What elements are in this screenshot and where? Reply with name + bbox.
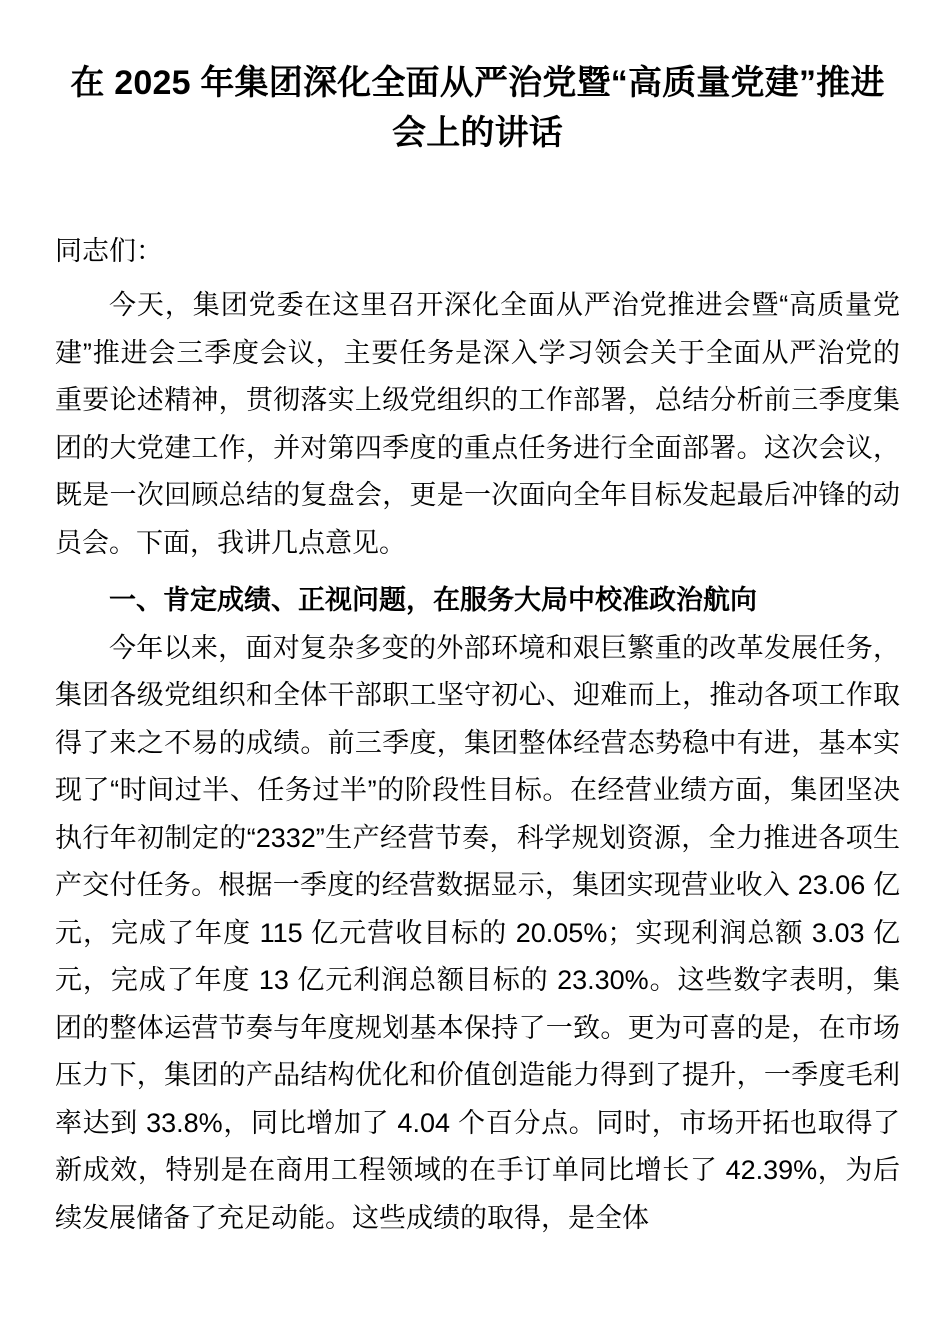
page-title: 在 2025 年集团深化全面从严治党暨“高质量党建”推进会上的讲话 [70, 64, 885, 152]
document-body [55, 0, 900, 1242]
paragraph-intro: 今天，集团党委在这里召开深化全面从严治党推进会暨“高质量党建”推进会三季度会议，主要任务是深入学习领会关于全面从严治党的重要论述精神，贯彻落实上级党组织的工作部署，总结分析前三季度集团的大党建工作，并对第四季度的重点任务进行全面部署。这次会议，既是一次回顾总结的复盘会，更是一次面向全年目标发起最后冲锋的动员会。下面，我讲几点意见。 [55, 290, 900, 558]
salutation: 同志们： [55, 236, 163, 266]
section-heading-one: 一、肯定成绩、正视问题，在服务大局中校准政治航向 [109, 585, 757, 615]
paragraph-section-one-body: 今年以来，面对复杂多变的外部环境和艰巨繁重的改革发展任务，集团各级党组织和全体干部职工坚守初心、迎难而上，推动各项工作取得了来之不易的成绩。前三季度，集团整体经营态势稳中有进，基本实现了“时间过半、任务过半”的阶段性目标。在经营业绩方面，集团坚决执行年初制定的“2332”生产经营节奏，科学规划资源，全力推进各项生产交付任务。根据一季度的经营数据显示，集团实现营业收入 23.06 亿元，完成了年度 115 亿元营收目标的 20.05%；实现利润总额 3.03 亿元，完成了年度 13 亿元利润总额目标的 23.30%。这些数字表明，集团的整体运营节奏与年度规划基本保持了一致。更为可喜的是，在市场压力下，集团的产品结构优化和价值创造能力得到了提升，一季度毛利率达到 33.8%，同比增加了 4.04 个百分点。同时，市场开拓也取得了新成效，特别是在商用工程领域的在手订单同比增长了 42.39%，为后续发展储备了充足动能。这些成绩的取得，是全体 [55, 632, 900, 1233]
